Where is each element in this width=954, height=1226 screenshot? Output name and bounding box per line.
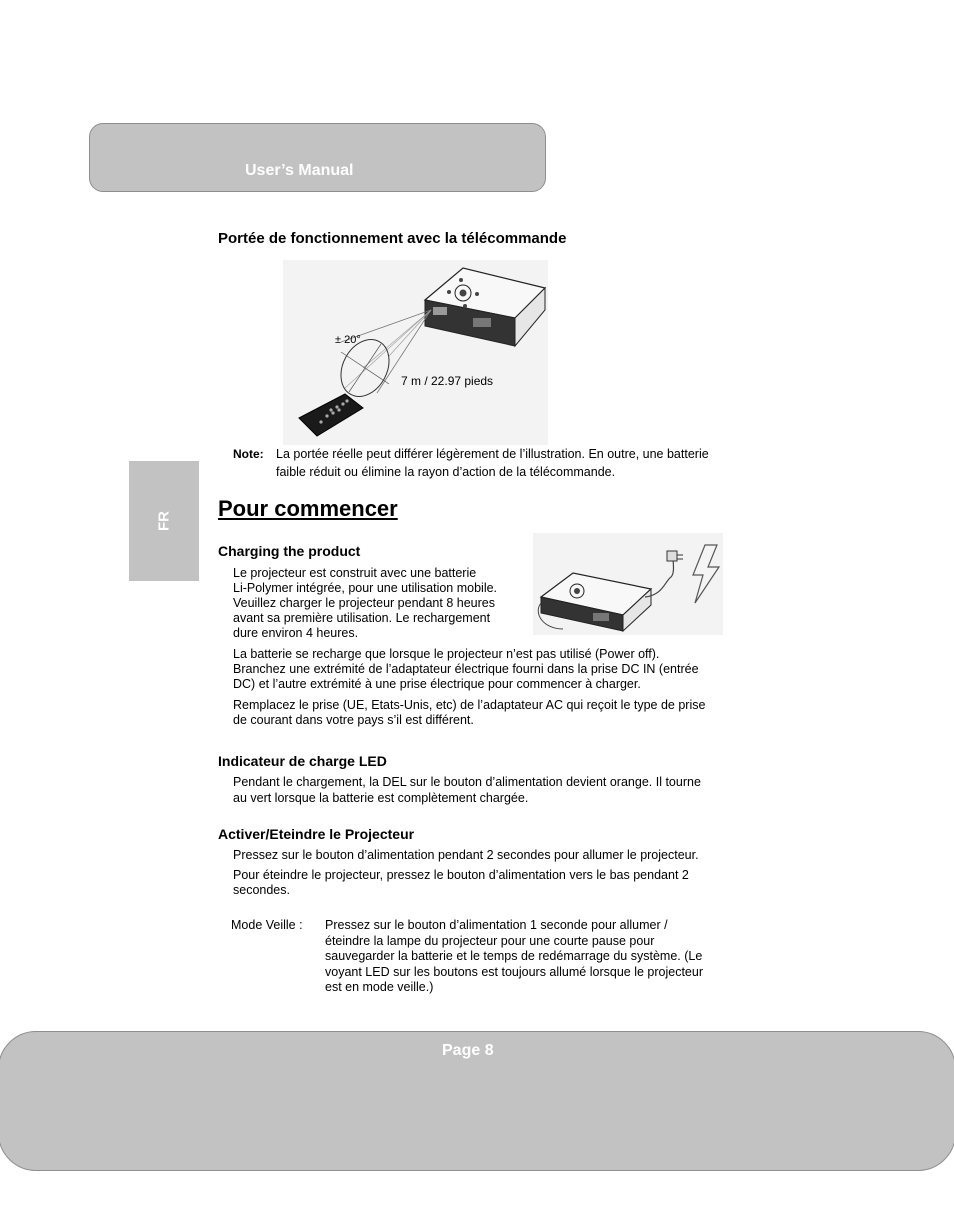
text-line: secondes. [233, 883, 290, 897]
charging-heading: Charging the product [218, 543, 361, 559]
note-line-2: faible réduit ou élimine la rayon d’action de la télécommande. [276, 465, 616, 479]
text-line: Li-Polymer intégrée, pour une utilisation mobile. [233, 581, 498, 595]
section-title: Pour commencer [218, 496, 398, 521]
charging-illustration [533, 533, 723, 635]
note-label: Note: [233, 447, 264, 461]
text-line: Pendant le chargement, la DEL sur le bouton d’alimentation devient orange. Il tourne [233, 775, 701, 789]
charging-figure [533, 533, 723, 635]
text-line: Branchez une extrémité de l’adaptateur électrique fourni dans la prise DC IN (entrée [233, 662, 699, 676]
note-line-1: La portée réelle peut différer légèrement de l’illustration. En outre, une batterie [276, 447, 709, 461]
manual-title: User’s Manual [245, 162, 354, 179]
distance-label: 7 m / 22.97 pieds [401, 374, 494, 388]
header-tab [89, 123, 546, 192]
text-line: au vert lorsque la batterie est complètement chargée. [233, 791, 529, 805]
footer-bar [0, 1031, 954, 1171]
text-line: sauvegarder la batterie et le temps de redémarrage du système. (Le [325, 949, 703, 963]
text-line: Pressez sur le bouton d’alimentation 1 seconde pour allumer / [325, 918, 668, 932]
text-line: Pour éteindre le projecteur, pressez le bouton d’alimentation vers le bas pendant 2 [233, 868, 689, 882]
power-heading: Activer/Eteindre le Projecteur [218, 826, 415, 842]
remote-range-heading: Portée de fonctionnement avec la télécommande [218, 230, 567, 247]
standby-label: Mode Veille : [231, 918, 303, 932]
text-line: Remplacez le prise (UE, Etats-Unis, etc) de l’adaptateur AC qui reçoit le type de prise [233, 698, 706, 712]
language-tab [129, 461, 199, 581]
text-line: La batterie se recharge que lorsque le projecteur n’est pas utilisé (Power off). [233, 647, 660, 661]
text-line: de courant dans votre pays s’il est différent. [233, 713, 474, 727]
led-heading: Indicateur de charge LED [218, 753, 387, 769]
power-on-text: Pressez sur le bouton d’alimentation pendant 2 secondes pour allumer le projecteur. [233, 848, 699, 862]
text-line: éteindre la lampe du projecteur pour une courte pause pour [325, 934, 655, 948]
angle-label: ± 20° [335, 334, 361, 346]
text-line: est en mode veille.) [325, 980, 434, 994]
text-line: Veuillez charger le projecteur pendant 8 heures [233, 596, 495, 610]
page-number: Page 8 [442, 1042, 494, 1059]
text-line: voyant LED sur les boutons est toujours allumé lorsque le projecteur [325, 965, 703, 979]
language-label: FR [155, 511, 173, 531]
text-line: dure environ 4 heures. [233, 626, 359, 640]
text-line: DC) et l’autre extrémité à une prise électrique pour commencer à charger. [233, 677, 641, 691]
text-line: Le projecteur est construit avec une batterie [233, 566, 477, 580]
text-line: avant sa première utilisation. Le rechargement [233, 611, 491, 625]
remote-range-figure [283, 260, 548, 445]
remote-range-illustration [283, 260, 548, 445]
